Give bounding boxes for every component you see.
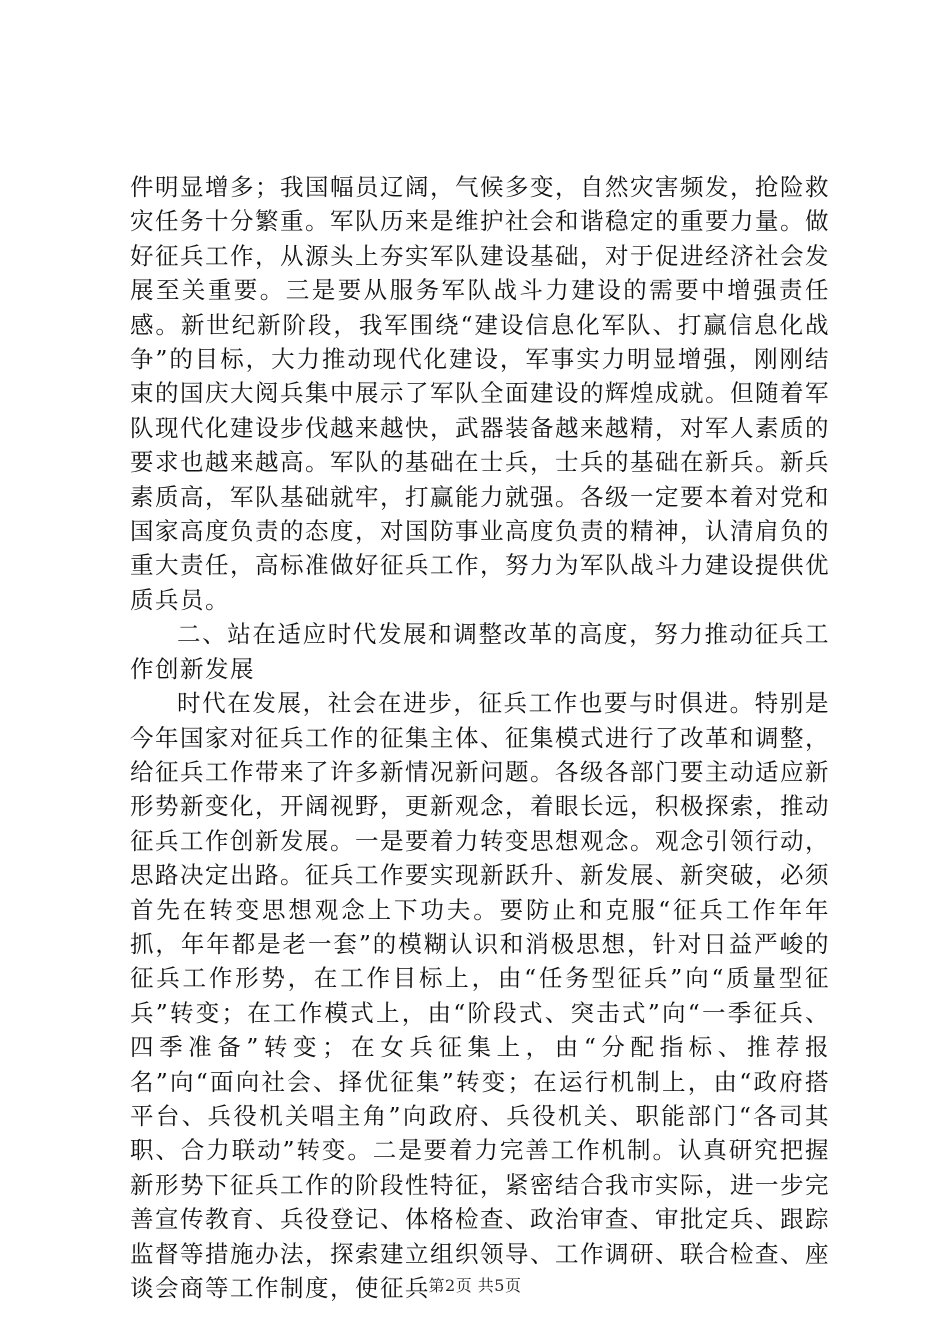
document-body (130, 170, 830, 1305)
paragraph: 时代在发展，社会在进步，征兵工作也要与时俱进。特别是今年国家对征兵工作的征集主体、征集模式进行了改革和调整，给征兵工作带来了许多新情况新问题。各级各部门要主动适应新形势新变化，开阔视野，更新观念，着眼长远，积极探索，推动征兵工作创新发展。一是要着力转变思想观念。观念引领行动，思路决定出路。征兵工作要实现新跃升、新发展、新突破，必须首先在转变思想观念上下功夫。要防止和克服“征兵工作年年抓，年年都是老一套”的模糊认识和消极思想，针对日益严峻的征兵工作形势，在工作目标上，由“任务型征兵”向“质量型征兵”转变；在工作模式上，由“阶段式、突击式”向“一季征兵、四季准备”转变；在女兵征集上，由“分配指标、推荐报名”向“面向社会、择优征集”转变；在运行机制上，由“政府搭平台、兵役机关唱主角”向政府、兵役机关、职能部门“各司其职、合力联动”转变。二是要着力完善工作机制。认真研究把握新形势下征兵工作的阶段性特征，紧密结合我市实际，进一步完善宣传教育、兵役登记、体格检查、政治审查、审批定兵、跟踪监督等措施办法，探索建立组织领导、工作调研、联合检查、座谈会商等工作制度，使征兵 (130, 689, 830, 1302)
section-heading: 二、站在适应时代发展和调整改革的高度，努力推动征兵工作创新发展 (130, 620, 830, 683)
page-number-footer: 第2页 共5页 (428, 1276, 522, 1295)
paragraph-continuation: 件明显增多；我国幅员辽阔，气候多变，自然灾害频发，抢险救灾任务十分繁重。军队历来是维护社会和谐稳定的重要力量。做好征兵工作，从源头上夯实军队建设基础，对于促进经济社会发展至关重要。三是要从服务军队战斗力建设的需要中增强责任感。新世纪新阶段，我军围绕“建设信息化军队、打赢信息化战争”的目标，大力推动现代化建设，军事实力明显增强，刚刚结束的国庆大阅兵集中展示了军队全面建设的辉煌成就。但随着军队现代化建设步伐越来越快，武器装备越来越精，对军人素质的要求也越来越高。军队的基础在士兵，士兵的基础在新兵。新兵素质高，军队基础就牢，打赢能力就强。各级一定要本着对党和国家高度负责的态度，对国防事业高度负责的精神，认清肩负的重大责任，高标准做好征兵工作，努力为军队战斗力建设提供优质兵员。 (130, 173, 830, 614)
